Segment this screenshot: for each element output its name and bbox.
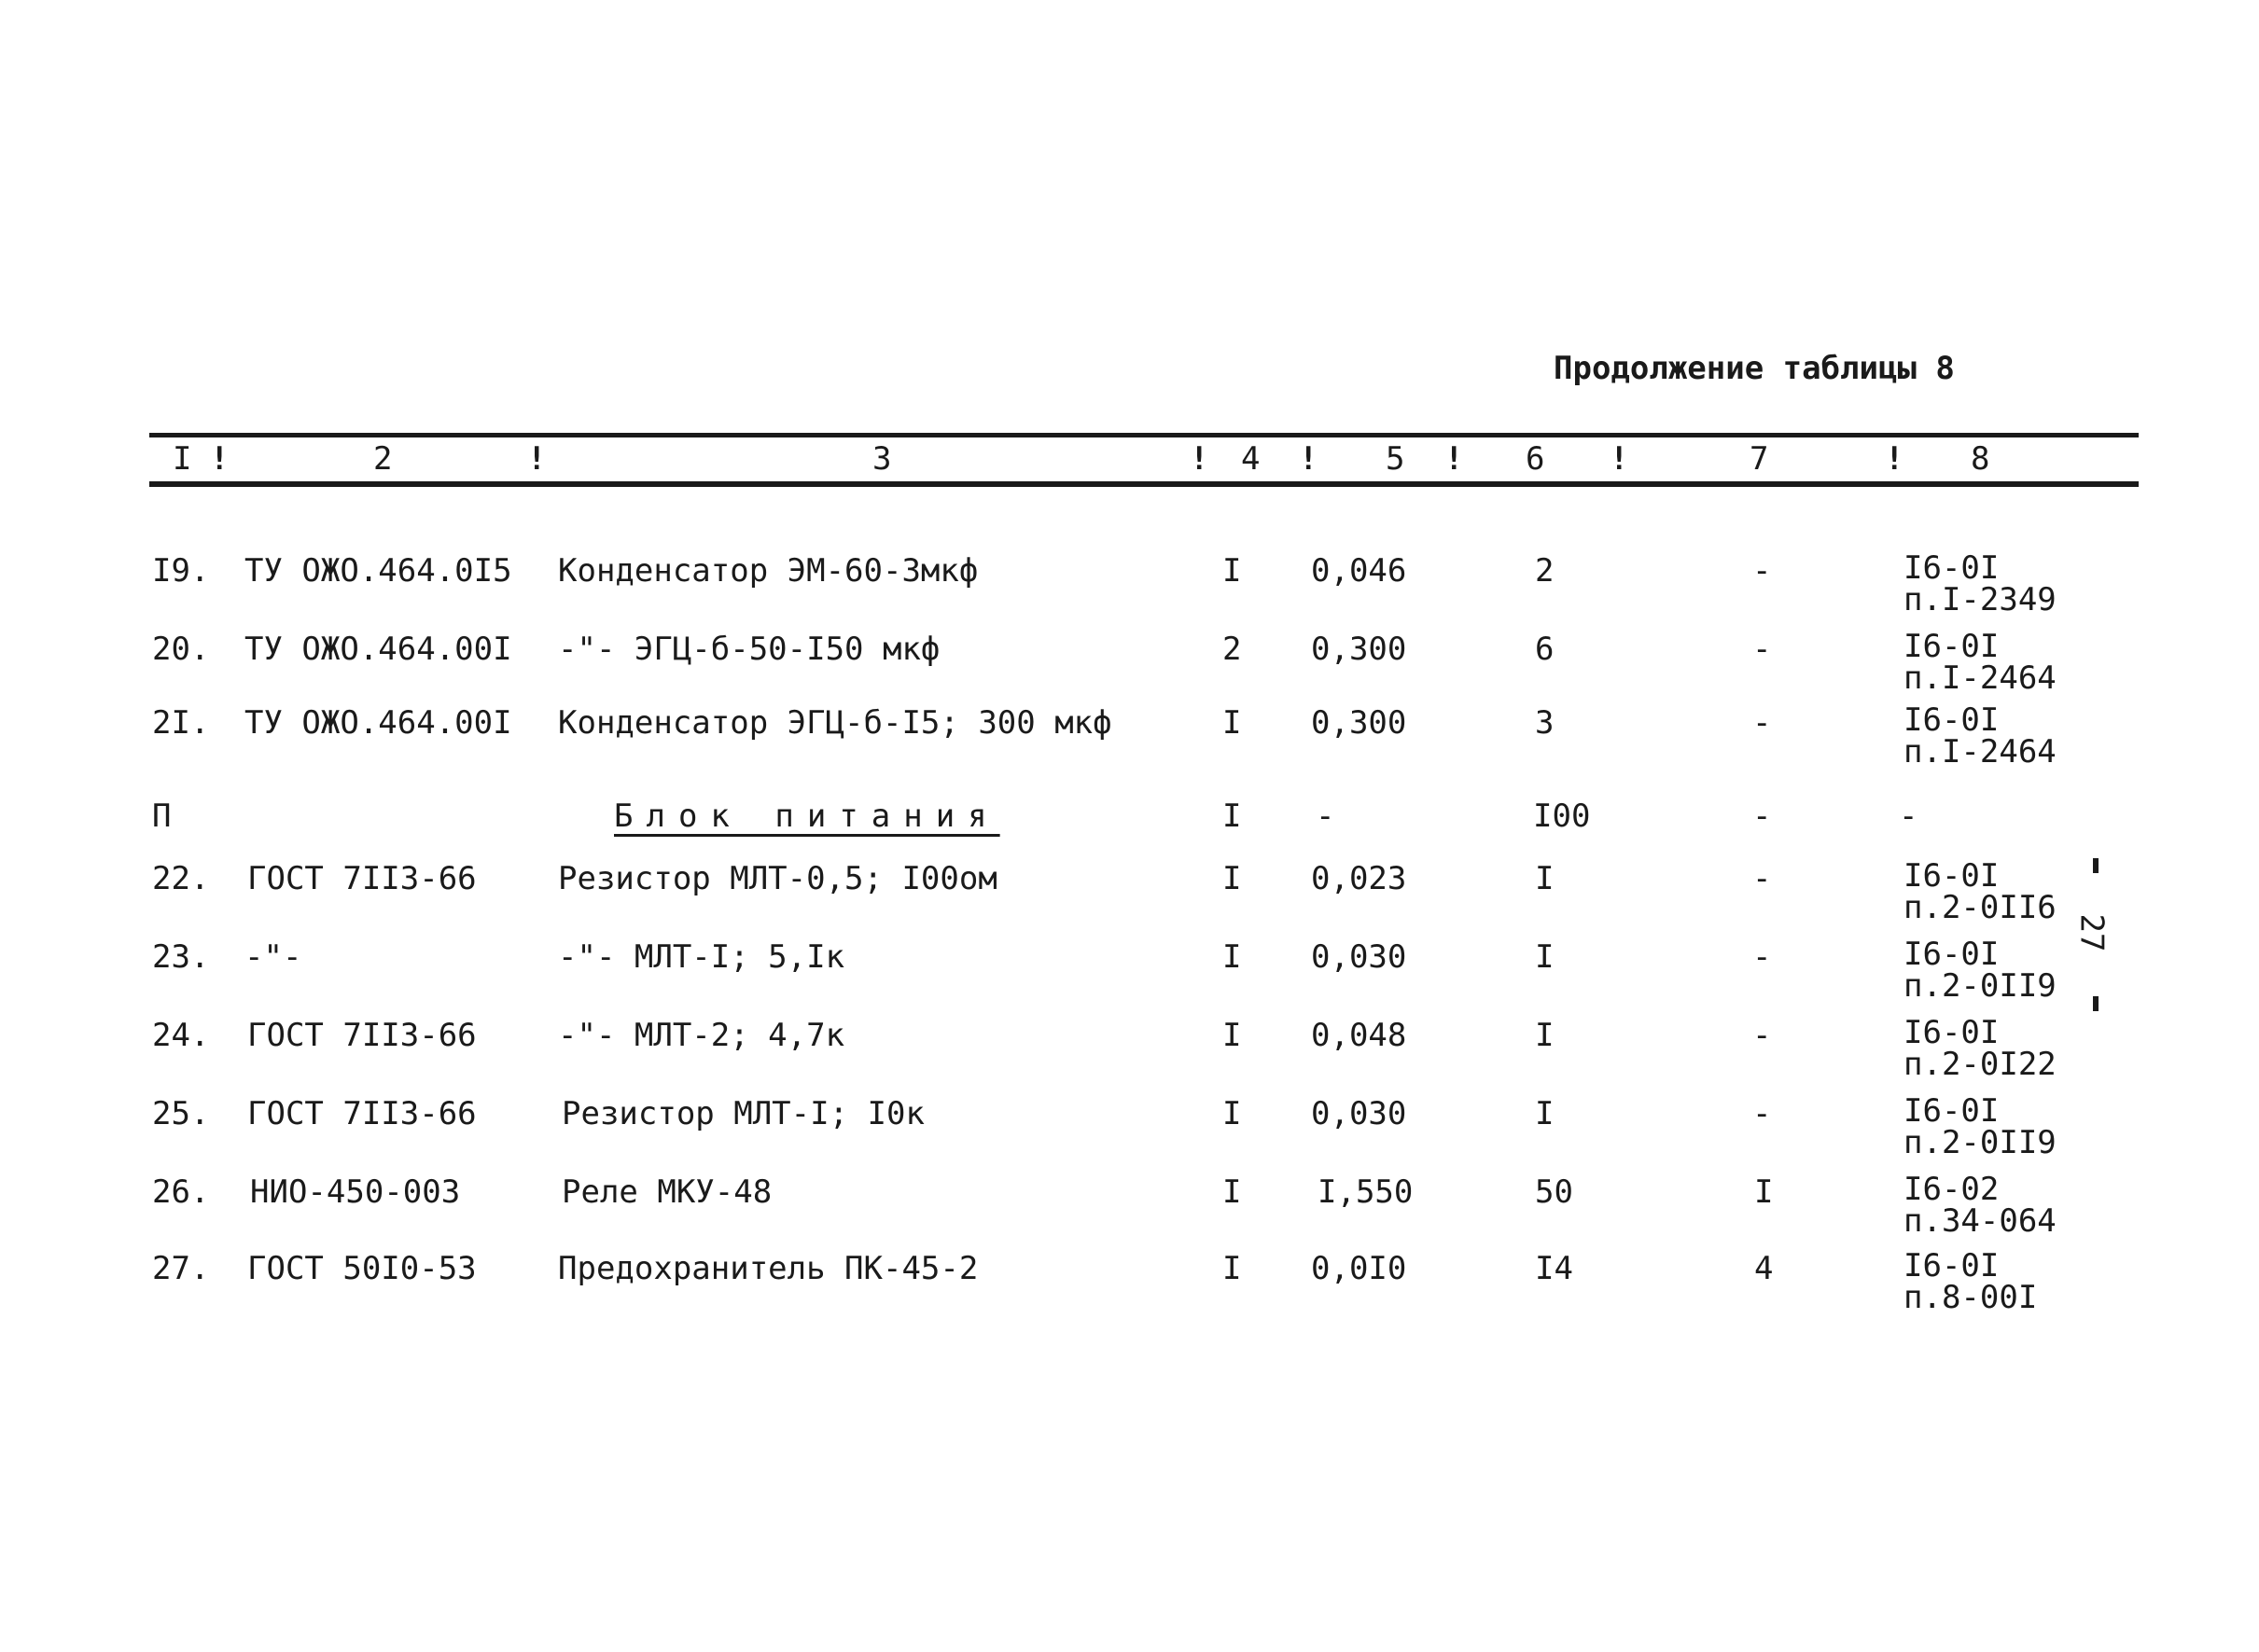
row-col-5: 0,0I0: [1311, 1250, 1407, 1287]
header-col-3: 3: [872, 440, 892, 478]
row-name: Резистор МЛТ-I; I0к: [562, 1095, 925, 1132]
row-col-8-line2: п.8-00I: [1903, 1279, 2038, 1316]
row-col-8: [1903, 549, 2057, 618]
header-col-2: 2: [373, 440, 393, 478]
header-col-1: I: [173, 440, 192, 478]
row-col-8-line1: I6-0I: [1903, 1092, 2000, 1130]
row-document: -"-: [244, 938, 302, 976]
row-number: 22.: [152, 860, 210, 897]
row-col-6: 6: [1535, 631, 1555, 668]
row-col-8-line1: I6-0I: [1903, 549, 2000, 587]
row-col-8-line1: I6-0I: [1903, 857, 2000, 895]
row-col-4: I: [1222, 1173, 1242, 1211]
header-separator: !: [1610, 440, 1629, 478]
row-col-8-line1: I6-0I: [1903, 1247, 2000, 1284]
row-col-6: I: [1535, 860, 1555, 897]
row-col-7: 4: [1754, 1250, 1774, 1287]
row-col-7: -: [1752, 938, 1772, 976]
header-separator: !: [527, 440, 547, 478]
header-col-4: 4: [1241, 440, 1261, 478]
header-separator: !: [1190, 440, 1209, 478]
row-col-8: -: [1899, 798, 1918, 835]
row-col-5: 0,030: [1311, 1095, 1407, 1132]
header-separator: !: [210, 440, 230, 478]
row-document: ГОСТ 7II3-66: [247, 860, 477, 897]
row-col-4: I: [1222, 860, 1242, 897]
row-name: -"- МЛТ-I; 5,Iк: [558, 938, 845, 976]
header-col-8: 8: [1971, 440, 1990, 478]
row-col-6: I: [1535, 938, 1555, 976]
table-row: [0, 1173, 2259, 1248]
table-row: [0, 1014, 2259, 1091]
row-col-8-line2: п.2-0II9: [1903, 1124, 2057, 1161]
table-row: [0, 549, 2259, 627]
row-col-8-line1: I6-0I: [1903, 936, 2000, 973]
row-col-5: I,550: [1318, 1173, 1414, 1211]
page-number-value: 27: [2072, 913, 2111, 952]
row-col-8-line1: I6-0I: [1903, 701, 2000, 739]
row-col-6: I4: [1535, 1250, 1573, 1287]
table-row: [0, 1092, 2259, 1170]
row-col-8: [1903, 857, 2057, 926]
row-col-8: [1903, 936, 2057, 1005]
header-separator: !: [1885, 440, 1904, 478]
row-name: Предохранитель ПК-45-2: [558, 1250, 979, 1287]
row-col-8: [1903, 1171, 2057, 1240]
row-col-4: I: [1222, 552, 1242, 590]
row-document: ГОСТ 50I0-53: [247, 1250, 477, 1287]
row-col-6: I: [1535, 1017, 1555, 1054]
table-row: [0, 1247, 2259, 1325]
row-number: 23.: [152, 938, 210, 976]
row-number: 24.: [152, 1017, 210, 1054]
row-col-8-line2: п.2-0I22: [1903, 1046, 2057, 1083]
table-row: [0, 857, 2259, 935]
section-title: Блок питания: [614, 798, 1000, 835]
row-col-7: -: [1752, 552, 1772, 590]
header-separator: !: [1299, 440, 1318, 478]
header-col-7: 7: [1750, 440, 1769, 478]
row-col-7: -: [1752, 1095, 1772, 1132]
header-col-6: 6: [1526, 440, 1545, 478]
row-document: ГОСТ 7II3-66: [247, 1017, 477, 1054]
row-col-5: 0,048: [1311, 1017, 1407, 1054]
row-col-4: 2: [1222, 631, 1242, 668]
row-col-8-line1: I6-0I: [1903, 1014, 2000, 1051]
row-col-7: -: [1752, 631, 1772, 668]
table-row: [0, 701, 2259, 779]
row-col-5: 0,030: [1311, 938, 1407, 976]
row-number: 2I.: [152, 704, 210, 742]
row-col-8: [1903, 628, 2057, 697]
row-col-6: 2: [1535, 552, 1555, 590]
page-number: [2072, 858, 2113, 1017]
row-col-4: I: [1222, 938, 1242, 976]
row-number: 25.: [152, 1095, 210, 1132]
row-document: ТУ ОЖО.464.0I5: [244, 552, 512, 590]
row-document: ГОСТ 7II3-66: [247, 1095, 477, 1132]
row-col-8-line2: п.I-2349: [1903, 581, 2057, 618]
row-col-4: I: [1222, 1017, 1242, 1054]
table-header-row: [0, 440, 2259, 481]
row-col-7: -: [1752, 860, 1772, 897]
row-document: НИО-450-003: [250, 1173, 461, 1211]
row-name: -"- ЭГЦ-б-50-I50 мкф: [558, 631, 941, 668]
row-col-6: 3: [1535, 704, 1555, 742]
header-top-rule: [149, 433, 2139, 437]
row-col-5: -: [1316, 798, 1335, 835]
row-col-8-line2: п.I-2464: [1903, 733, 2057, 770]
header-separator: !: [1444, 440, 1464, 478]
row-col-8-line1: I6-0I: [1903, 628, 2000, 665]
page-number-dash: [2093, 996, 2099, 1011]
row-name: Конденсатор ЭГЦ-б-I5; 300 мкф: [558, 704, 1112, 742]
row-col-8-line1: I6-02: [1903, 1171, 2000, 1208]
row-number: 20.: [152, 631, 210, 668]
row-col-4: I: [1222, 798, 1242, 835]
row-col-8: [1903, 1092, 2057, 1161]
row-col-6: I00: [1533, 798, 1591, 835]
row-number: 27.: [152, 1250, 210, 1287]
row-col-8-line2: п.I-2464: [1903, 659, 2057, 697]
row-col-8: [1903, 1247, 2038, 1316]
row-col-8-line2: п.2-0II6: [1903, 889, 2057, 926]
row-col-5: 0,023: [1311, 860, 1407, 897]
header-bottom-rule: [149, 481, 2139, 487]
row-name: -"- МЛТ-2; 4,7к: [558, 1017, 845, 1054]
table-row: [0, 628, 2259, 705]
row-col-6: I: [1535, 1095, 1555, 1132]
header-col-5: 5: [1386, 440, 1405, 478]
row-col-7: I: [1754, 1173, 1774, 1211]
section-marker: П: [152, 798, 172, 835]
table-row: [0, 938, 2259, 1013]
row-col-8: [1903, 1014, 2057, 1083]
row-col-6: 50: [1535, 1173, 1573, 1211]
row-col-5: 0,300: [1311, 631, 1407, 668]
page-number-dash: [2093, 858, 2099, 873]
row-name: Резистор МЛТ-0,5; I00ом: [558, 860, 997, 897]
row-name: Реле МКУ-48: [562, 1173, 773, 1211]
row-document: ТУ ОЖО.464.00I: [244, 631, 512, 668]
row-col-8-line2: п.2-0II9: [1903, 967, 2057, 1005]
table-continuation-heading: Продолжение таблицы 8: [1554, 350, 1955, 387]
row-col-7: -: [1752, 798, 1772, 835]
row-col-7: -: [1752, 1017, 1772, 1054]
row-number: I9.: [152, 552, 210, 590]
row-col-4: I: [1222, 704, 1242, 742]
row-col-5: 0,046: [1311, 552, 1407, 590]
row-col-8: [1903, 701, 2057, 770]
row-col-5: 0,300: [1311, 704, 1407, 742]
row-col-4: I: [1222, 1250, 1242, 1287]
row-document: ТУ ОЖО.464.00I: [244, 704, 512, 742]
row-col-4: I: [1222, 1095, 1242, 1132]
row-name: Конденсатор ЭМ-60-3мкф: [558, 552, 979, 590]
row-col-7: -: [1752, 704, 1772, 742]
row-number: 26.: [152, 1173, 210, 1211]
row-col-8-line2: п.34-064: [1903, 1202, 2057, 1240]
